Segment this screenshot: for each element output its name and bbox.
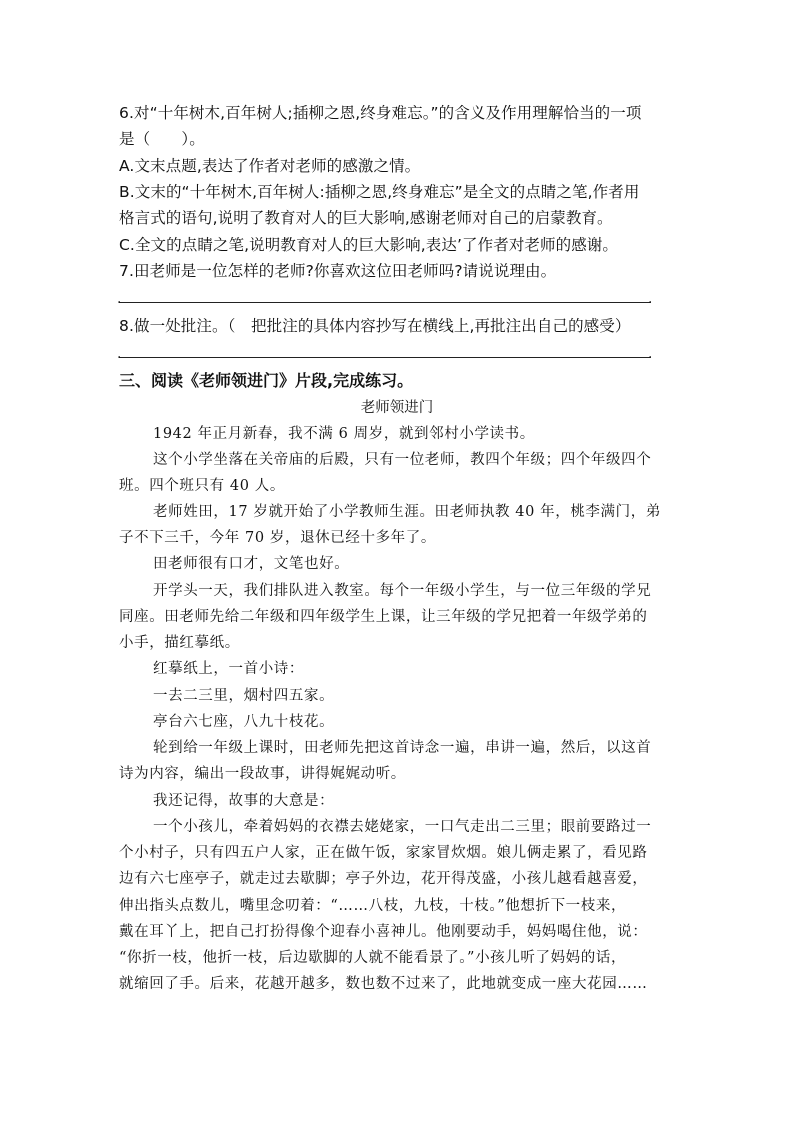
- passage-line: 1942 年正月新春，我不满 6 周岁，就到邻村小学读书。: [153, 426, 535, 442]
- question-6-line-1: 6.对“十年树木,百年树人;插柳之恩,终身难忘。”的含义及作用理解恰当的一项: [119, 104, 642, 122]
- option-c: C.全文的点睛之笔,说明教育对人的巨大影响,表达’了作者对老师的感谢。: [119, 236, 619, 254]
- poem-line-2: 亭台六七座，八九十枝花。: [153, 714, 335, 730]
- answer-line-q7[interactable]: [119, 302, 650, 303]
- poem-line-1: 一去二三里，烟村四五家。: [153, 688, 335, 704]
- answer-line-start-mark: .: [117, 291, 122, 307]
- passage-line: 子不下三千，今年 70 岁，退休已经十多年了。: [119, 530, 436, 546]
- passage-line: 诗为内容，编出一段故事，讲得娓娓动听。: [119, 766, 406, 782]
- passage-line: “你折一枝，他折一枝，后边歇脚的人就不能看景了。”小孩儿听了妈妈的话，: [119, 950, 627, 966]
- question-8: 8.做一处批注。（ 把批注的具体内容抄写在横线上,再批注出自己的感受）: [119, 317, 631, 335]
- passage-line: 轮到给一年级上课时，田老师先把这首诗念一遍，串讲一遍，然后，以这首: [153, 740, 652, 756]
- option-b-line-1: B.文末的“十年树木,百年树人:插柳之恩,终身难忘”是全文的点睛之笔,作者用: [119, 183, 640, 201]
- section-3-heading: 三、阅读《老师领进门》片段,完成练习。: [119, 371, 414, 390]
- passage-line: 一个小孩儿，牵着妈妈的衣襟去姥姥家，一口气走出二三里；眼前要路过一: [153, 819, 652, 835]
- answer-line-end-mark: .: [648, 346, 653, 362]
- question-6-line-2: 是（ ）。: [119, 130, 205, 148]
- passage-line: 我还记得，故事的大意是：: [153, 793, 335, 809]
- passage-line: 同座。田老师先给二年级和四年级学生上课，让三年级的学兄把着一年级学弟的: [119, 609, 648, 625]
- passage-line: 这个小学坐落在关帝庙的后殿，只有一位老师，教四个年级；四个年级四个: [153, 452, 652, 468]
- passage-line: 边有六七座亭子，就走过去歇脚；亭子外边，花开得茂盛，小孩儿越看越喜爱，: [119, 871, 648, 887]
- passage-line: 就缩回了手。后来，花越开越多，数也数不过来了，此地就变成一座大花园……: [119, 976, 648, 992]
- passage-line: 老师姓田，17 岁就开始了小学教师生涯。田老师执教 40 年，桃李满门，弟: [153, 504, 661, 520]
- passage-line: 小手，描红摹纸。: [119, 635, 240, 651]
- passage-line: 红摹纸上，一首小诗：: [153, 661, 304, 677]
- answer-line-end-mark: .: [648, 291, 653, 307]
- passage-line: 开学头一天，我们排队进入教室。每个一年级小学生，与一位三年级的学兄: [153, 583, 652, 599]
- option-b-line-2: 格言式的语句,说明了教育对人的巨大影响,感谢老师对自己的启蒙教育。: [119, 209, 613, 227]
- answer-line-q8[interactable]: [119, 357, 650, 358]
- question-7: 7.田老师是一位怎样的老师?你喜欢这位田老师吗?请说说理由。: [119, 262, 557, 280]
- passage-line: 戴在耳丫上，把自己打扮得像个迎春小喜神儿。他刚要动手，妈妈喝住他，说：: [119, 924, 648, 940]
- passage-line: 伸出指头点数儿，嘴里念叨着：“……八枝，九枝，十枝。”他想折下一枝来，: [119, 898, 627, 914]
- passage-title: 老师领进门: [360, 400, 434, 416]
- answer-line-start-mark: .: [117, 346, 122, 362]
- passage-line: 班。四个班只有 40 人。: [119, 478, 285, 494]
- option-a: A.文末点题,表达了作者对老师的感激之情。: [119, 157, 421, 175]
- passage-line: 田老师很有口才，文笔也好。: [153, 556, 350, 572]
- passage-line: 个小村子，只有四五户人家，正在做午饭，家家冒炊烟。娘儿俩走累了，看见路: [119, 845, 648, 861]
